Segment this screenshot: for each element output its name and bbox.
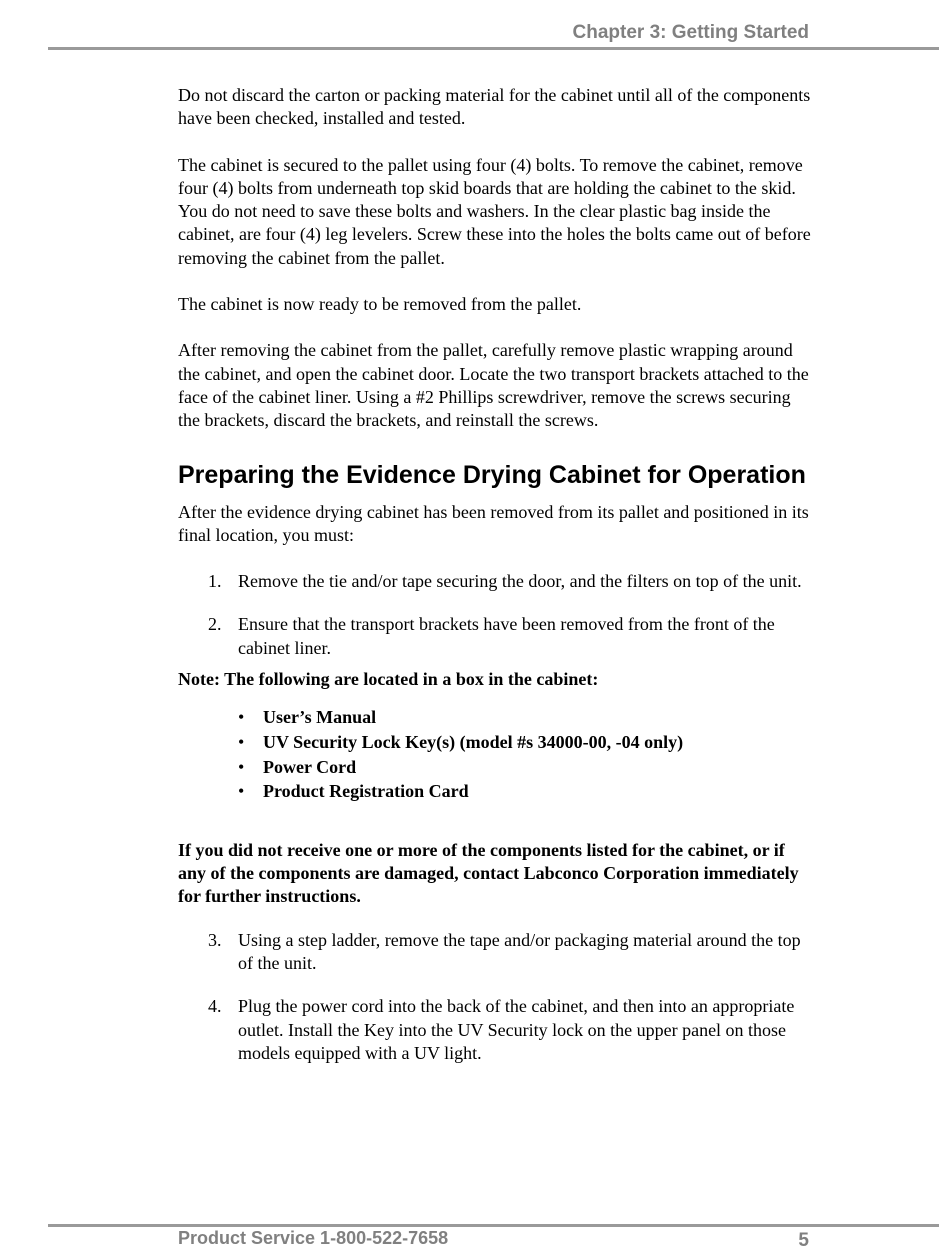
list-item (178, 995, 814, 1065)
item-text: UV Security Lock Key(s) (model #s 34000-00, -04 only) (263, 731, 684, 752)
list-item (178, 779, 814, 804)
list-spacer (178, 593, 814, 613)
item-text: Power Cord (263, 756, 357, 777)
page-number: 5 (798, 1230, 809, 1251)
bullet-icon: • (238, 731, 245, 752)
list-item (178, 755, 814, 780)
section-heading: Preparing the Evidence Drying Cabinet for Operation (178, 460, 806, 489)
steps-list-first (178, 570, 814, 660)
bullet-icon: • (238, 756, 245, 777)
step-number: 1. (208, 571, 222, 592)
paragraph-bolts: The cabinet is secured to the pallet using four (4) bolts. To remove the cabinet, remove four (4) bolts from underneath top skid boards that are holding the cabinet to the skid. You do not need to save these bolts and washers. In the clear plastic bag inside the cabinet, are four (4) leg levelers. Screw these into the holes the bolts came out of before removing the cabinet from the pallet. (178, 154, 811, 268)
list-item (178, 929, 814, 976)
box-contents-list (178, 705, 814, 803)
header-rule (48, 47, 939, 50)
missing-components-warning: If you did not receive one or more of the components listed for the cabinet, or if any of the components are damaged, contact Labconco Corporation immediately for further instructions. (178, 839, 799, 907)
item-text: Product Registration Card (263, 781, 469, 802)
steps-list-second (178, 929, 814, 1065)
step-text: Using a step ladder, remove the tape and/or packaging material around the top of the unit. (238, 929, 801, 973)
footer-rule (48, 1224, 939, 1227)
step-text: Remove the tie and/or tape securing the door, and the filters on top of the unit. (238, 571, 802, 592)
step-number: 4. (208, 996, 222, 1017)
list-spacer (178, 975, 814, 995)
bullet-icon: • (238, 707, 245, 728)
list-item (178, 570, 814, 593)
section-intro: After the evidence drying cabinet has been removed from its pallet and positioned in its final location, you must: (178, 501, 809, 545)
product-service-line: Product Service 1-800-522-7658 (178, 1228, 449, 1248)
step-text: Plug the power cord into the back of the cabinet, and then into an appropriate outlet. Install the Key into the UV Security lock on the upper panel on those models equipped with a UV light. (238, 996, 795, 1063)
chapter-title: Chapter 3: Getting Started (572, 22, 809, 43)
paragraph-brackets: After removing the cabinet from the pallet, carefully remove plastic wrapping around the cabinet, and open the cabinet door. Locate the two transport brackets attached to the face of the cabinet liner. Using a #2 Phillips screwdriver, remove the screws securing the brackets, discard the brackets, and reinstall the screws. (178, 340, 809, 431)
bullet-icon: • (238, 781, 245, 802)
item-text: User’s Manual (263, 707, 377, 728)
paragraph-ready: The cabinet is now ready to be removed from the pallet. (178, 294, 582, 315)
list-item (178, 730, 814, 755)
list-item (178, 613, 814, 660)
step-number: 3. (208, 929, 222, 950)
step-text: Ensure that the transport brackets have been removed from the front of the cabinet liner. (238, 614, 775, 658)
box-contents-note: Note: The following are located in a box in the cabinet: (178, 669, 599, 690)
page-content (178, 84, 814, 1065)
list-item (178, 705, 814, 730)
step-number: 2. (208, 614, 222, 635)
paragraph-carton: Do not discard the carton or packing material for the cabinet until all of the components have been checked, installed and tested. (178, 85, 811, 129)
